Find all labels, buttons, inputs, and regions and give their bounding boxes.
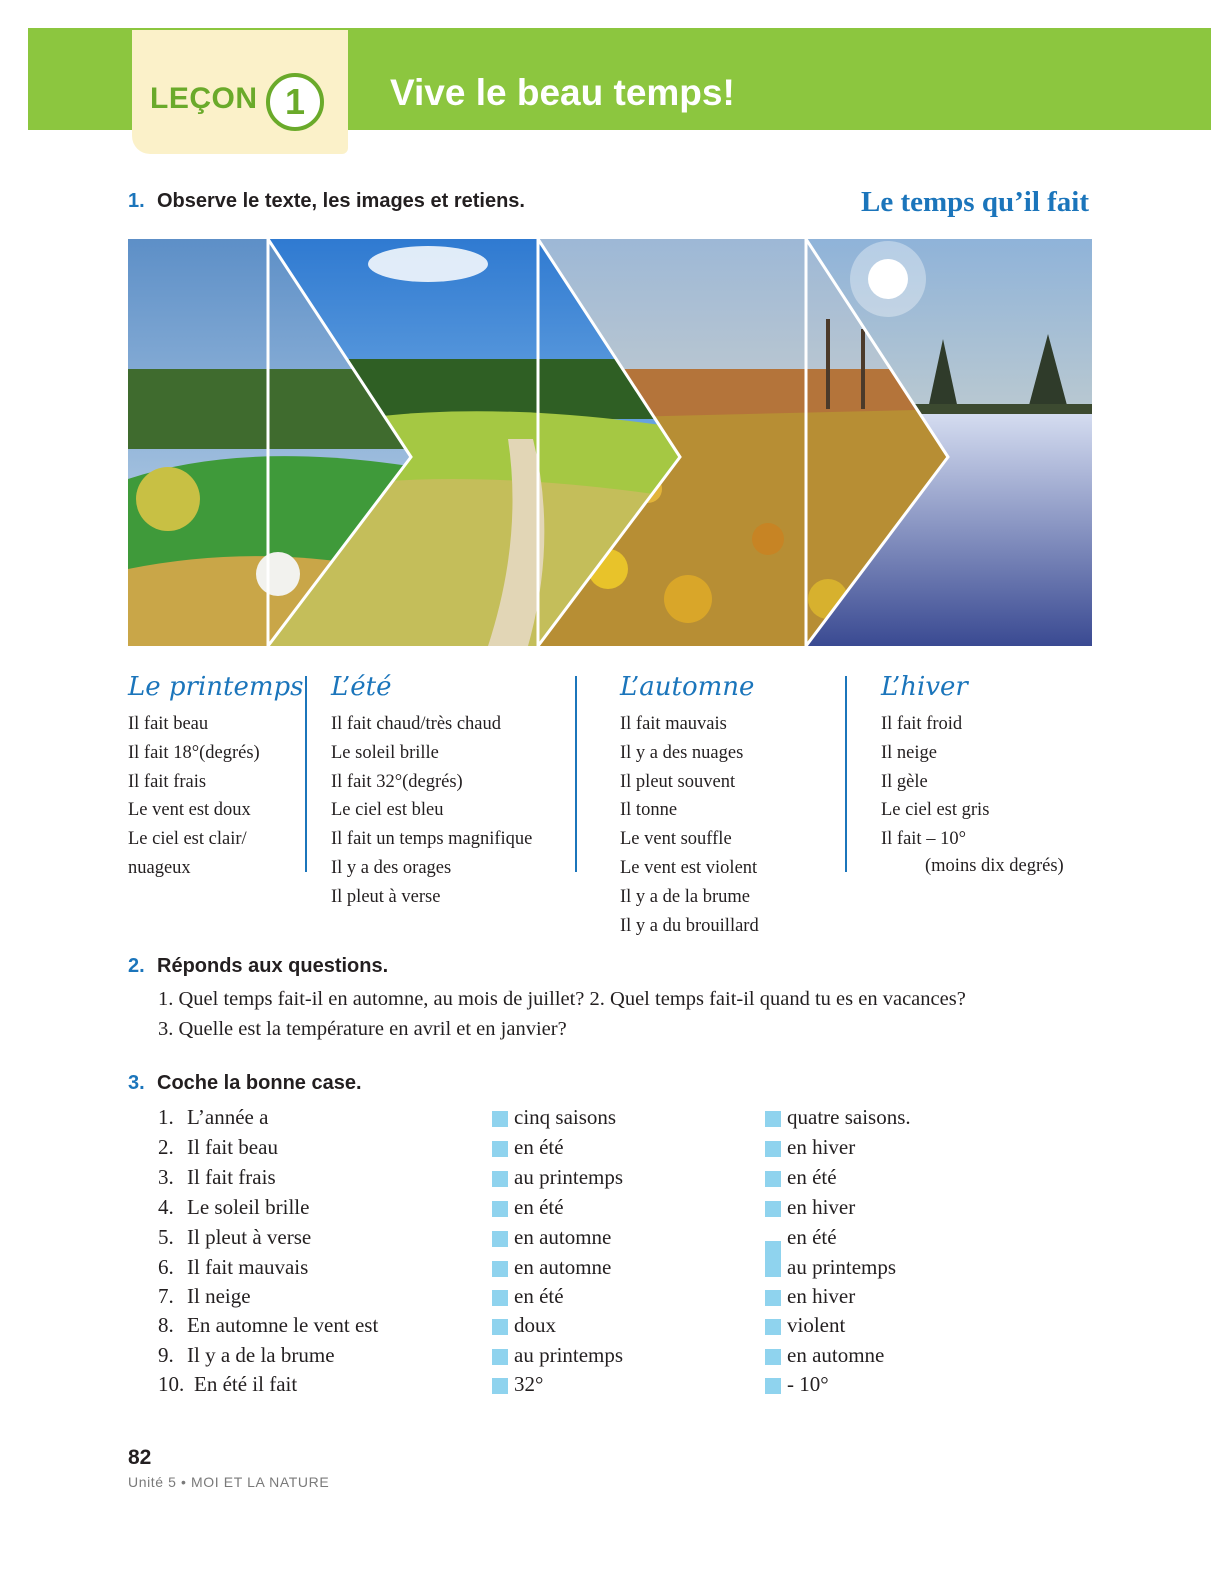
checkbox-a[interactable] xyxy=(492,1261,508,1277)
season-column-summer xyxy=(331,672,532,912)
season-line: Il fait – 10° xyxy=(881,829,966,850)
season-column-autumn xyxy=(620,672,759,940)
season-line: Le vent est doux xyxy=(128,800,251,821)
column-divider xyxy=(305,676,307,872)
option-a-label: au printemps xyxy=(514,1165,624,1189)
season-line: Il y a du brouillard xyxy=(620,915,759,936)
exercise-row xyxy=(158,1135,1058,1165)
row-statement: Il y a de la brume xyxy=(187,1343,335,1367)
season-line: Il y a des orages xyxy=(331,857,452,878)
option-a-label: doux xyxy=(514,1313,556,1337)
section2-label: Réponds aux questions. xyxy=(157,955,389,977)
checkbox-b[interactable] xyxy=(765,1378,781,1394)
season-line: Le vent est violent xyxy=(620,857,758,878)
row-number: 3. xyxy=(158,1165,174,1189)
section3-label: Coche la bonne case. xyxy=(157,1072,362,1094)
row-statement: L’année a xyxy=(187,1105,269,1129)
checkbox-b[interactable] xyxy=(765,1111,781,1127)
option-a-label: 32° xyxy=(514,1372,544,1396)
row-number: 6. xyxy=(158,1255,174,1279)
row-statement: Il pleut à verse xyxy=(187,1225,312,1249)
option-b-label: en été xyxy=(787,1165,837,1189)
season-line: Il fait mauvais xyxy=(620,714,727,734)
season-line: Il fait 32°(degrés) xyxy=(331,771,463,792)
exercise-row xyxy=(158,1343,1058,1373)
row-statement: Il fait frais xyxy=(187,1165,276,1189)
option-a-label: cinq saisons xyxy=(514,1105,617,1129)
row-statement: Il neige xyxy=(187,1284,251,1308)
season-line: Le ciel est bleu xyxy=(331,800,444,821)
exercise-row xyxy=(158,1165,1058,1195)
checkbox-a[interactable] xyxy=(492,1141,508,1157)
option-b-label: quatre saisons. xyxy=(787,1105,911,1129)
checkbox-a[interactable] xyxy=(492,1111,508,1127)
checkbox-b[interactable] xyxy=(765,1349,781,1365)
row-number: 9. xyxy=(158,1343,174,1367)
row-number: 1. xyxy=(158,1105,174,1129)
checkbox-a[interactable] xyxy=(492,1378,508,1394)
row-number: 2. xyxy=(158,1135,174,1159)
season-line: (moins dix degrés) xyxy=(925,855,1064,876)
exercise-row xyxy=(158,1105,1058,1135)
row-number: 10. xyxy=(158,1372,185,1396)
season-line: Il fait froid xyxy=(881,714,963,734)
checkbox-b[interactable] xyxy=(765,1201,781,1217)
option-b-label: au printemps xyxy=(787,1255,897,1279)
option-a-label: au printemps xyxy=(514,1343,624,1367)
option-b-label: en été xyxy=(787,1225,837,1249)
checkbox-b[interactable] xyxy=(765,1171,781,1187)
checkbox-b[interactable] xyxy=(765,1141,781,1157)
page-number: 82 xyxy=(128,1446,152,1469)
option-b-label: en hiver xyxy=(787,1195,856,1219)
unit-footer: Unité 5 • MOI ET LA NATURE xyxy=(128,1474,330,1490)
row-number: 8. xyxy=(158,1313,174,1337)
section1-subtitle: Le temps qu’il fait xyxy=(861,186,1089,218)
season-line: Il neige xyxy=(881,742,937,763)
question-line: 1. Quel temps fait-il en automne, au mois de juillet? 2. Quel temps fait-il quand tu es en vacances? xyxy=(158,988,966,1010)
checkbox-a[interactable] xyxy=(492,1319,508,1335)
season-line: nuageux xyxy=(128,857,191,878)
season-name: L’été xyxy=(331,672,392,702)
row-statement: Il fait mauvais xyxy=(187,1255,309,1279)
exercise-row xyxy=(158,1284,1058,1314)
row-statement: Il fait beau xyxy=(187,1135,278,1159)
exercise-row xyxy=(158,1255,1058,1285)
season-line: Il fait 18°(degrés) xyxy=(128,742,260,763)
checkbox-b[interactable] xyxy=(765,1290,781,1306)
page-title: Vive le beau temps! xyxy=(390,72,735,113)
season-line: Le ciel est gris xyxy=(881,800,990,821)
question-line: 3. Quelle est la température en avril et en janvier? xyxy=(158,1018,567,1040)
lesson-number: 1 xyxy=(284,81,306,122)
checkbox-a[interactable] xyxy=(492,1349,508,1365)
exercise-row xyxy=(158,1313,1058,1343)
season-line: Il tonne xyxy=(620,800,678,821)
option-a-label: en automne xyxy=(514,1225,612,1249)
season-line: Il pleut souvent xyxy=(620,771,736,792)
season-line: Le ciel est clair/ xyxy=(128,829,247,850)
season-line: Il gèle xyxy=(881,771,928,792)
option-a-label: en été xyxy=(514,1195,564,1219)
exercise-row xyxy=(158,1372,1058,1402)
option-b-label: en hiver xyxy=(787,1135,856,1159)
season-line: Il fait frais xyxy=(128,771,207,792)
season-line: Le vent souffle xyxy=(620,829,732,850)
checkbox-a[interactable] xyxy=(492,1290,508,1306)
option-b-label: - 10° xyxy=(787,1372,829,1396)
section1-number: 1. xyxy=(128,190,145,212)
row-number: 7. xyxy=(158,1284,174,1308)
column-divider xyxy=(845,676,847,872)
row-statement: En été il fait xyxy=(194,1372,298,1396)
row-statement: En automne le vent est xyxy=(187,1313,379,1337)
section2-number: 2. xyxy=(128,955,145,977)
option-b-label: en automne xyxy=(787,1343,885,1367)
exercise-row xyxy=(158,1225,1058,1255)
season-line: Il pleut à verse xyxy=(331,886,441,907)
row-number: 4. xyxy=(158,1195,174,1219)
season-name: L’hiver xyxy=(881,672,968,702)
season-line: Il y a de la brume xyxy=(620,886,750,907)
row-statement: Le soleil brille xyxy=(187,1195,310,1219)
section1-label: Observe le texte, les images et retiens. xyxy=(157,190,525,212)
seasons-photo xyxy=(128,239,1092,646)
lesson-word: LEÇON xyxy=(150,82,258,115)
option-a-label: en été xyxy=(514,1135,564,1159)
option-a-label: en automne xyxy=(514,1255,612,1279)
season-line: Le soleil brille xyxy=(331,742,439,763)
section3-number: 3. xyxy=(128,1072,145,1094)
checkbox-b[interactable] xyxy=(765,1241,781,1277)
row-number: 5. xyxy=(158,1225,174,1249)
season-line: Il y a des nuages xyxy=(620,742,744,763)
season-name: L’automne xyxy=(620,672,755,702)
checkbox-a[interactable] xyxy=(492,1231,508,1247)
season-name: Le printemps xyxy=(128,672,304,702)
checkbox-b[interactable] xyxy=(765,1319,781,1335)
checkbox-a[interactable] xyxy=(492,1201,508,1217)
season-column-spring xyxy=(128,672,304,883)
season-line: Il fait chaud/très chaud xyxy=(331,714,502,734)
option-b-label: violent xyxy=(787,1313,846,1337)
season-line: Il fait un temps magnifique xyxy=(331,829,533,850)
exercise-row xyxy=(158,1195,1058,1225)
option-b-label: en hiver xyxy=(787,1284,856,1308)
checkbox-a[interactable] xyxy=(492,1171,508,1187)
season-column-winter xyxy=(881,672,1064,878)
option-a-label: en été xyxy=(514,1284,564,1308)
column-divider xyxy=(575,676,577,872)
season-line: Il fait beau xyxy=(128,714,209,734)
